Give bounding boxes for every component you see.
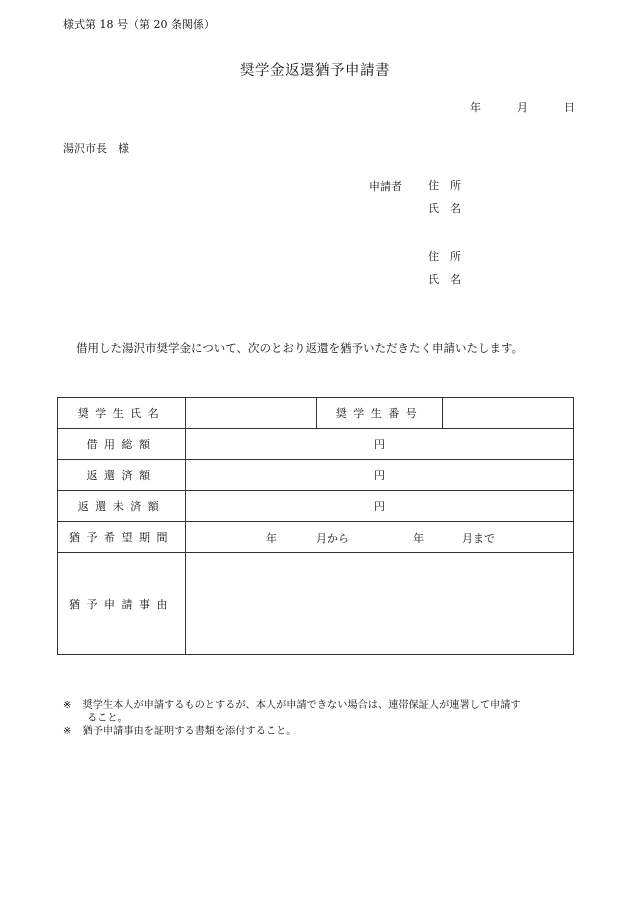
period-year-from: 年 [266, 532, 277, 545]
page-title: 奨学金返還猶予申請書 [240, 63, 390, 79]
period-month-to: 月まで [462, 532, 495, 545]
note-item [63, 699, 521, 712]
yen-unit: 円 [374, 500, 385, 513]
application-table [57, 397, 574, 655]
form-number: 様式第 18 号（第 20 条関係） [63, 18, 215, 31]
student-number-label: 奨学生番号 [335, 407, 424, 420]
loan-total-field[interactable] [186, 429, 574, 460]
deferral-period-label-cell [58, 522, 186, 553]
student-number-label-cell [317, 398, 443, 429]
note-mark: ※ [63, 726, 72, 737]
deferral-period-field[interactable] [186, 522, 574, 553]
table-row [58, 398, 574, 429]
applicant-party-2 [428, 245, 461, 291]
note-text: 奨学生本人が申請するものとするが、本人が申請できない場合は、連帯保証人が連署して申請す [82, 700, 521, 711]
date-line [470, 99, 575, 115]
table-row [58, 553, 574, 655]
name-label: 氏 名 [428, 273, 461, 286]
deferral-period-label: 猶予希望期間 [69, 531, 174, 544]
notes [63, 699, 521, 738]
note-text: 猶予申請事由を証明する書類を添付すること。 [82, 726, 297, 737]
date-month-label: 月 [517, 101, 528, 114]
student-number-field[interactable] [443, 398, 574, 429]
date-year-label: 年 [470, 101, 481, 114]
repaid-amount-label-cell [58, 460, 186, 491]
address-label: 住 所 [428, 250, 461, 263]
student-name-label: 奨学生氏名 [77, 407, 166, 420]
loan-total-label: 借用総額 [86, 438, 157, 451]
applicant-party-1 [428, 174, 461, 220]
request-statement: 借用した湯沢市奨学金について、次のとおり返還を猶予いただきたく申請いたします。 [76, 341, 524, 355]
student-name-field[interactable] [186, 398, 317, 429]
repaid-amount-field[interactable] [186, 460, 574, 491]
name-label: 氏 名 [428, 202, 461, 215]
note-mark: ※ [63, 700, 72, 711]
table-row [58, 460, 574, 491]
loan-total-label-cell [58, 429, 186, 460]
note-item [63, 725, 521, 738]
unpaid-amount-label: 返還未済額 [77, 500, 166, 513]
table-row [58, 491, 574, 522]
table-row [58, 522, 574, 553]
applicant-label: 申請者 [369, 180, 402, 193]
deferral-reason-field[interactable] [186, 553, 574, 655]
address-label: 住 所 [428, 179, 461, 192]
deferral-reason-label: 猶予申請事由 [69, 597, 174, 611]
yen-unit: 円 [374, 438, 385, 451]
table-row [58, 429, 574, 460]
yen-unit: 円 [374, 469, 385, 482]
date-day-label: 日 [564, 101, 575, 114]
student-name-label-cell [58, 398, 186, 429]
addressee: 湯沢市長 様 [63, 142, 129, 155]
period-year-to: 年 [413, 532, 424, 545]
period-month-from: 月から [316, 532, 349, 545]
deferral-reason-label-cell [58, 553, 186, 655]
unpaid-amount-field[interactable] [186, 491, 574, 522]
note-continuation: ること。 [87, 713, 128, 724]
repaid-amount-label: 返還済額 [86, 469, 157, 482]
unpaid-amount-label-cell [58, 491, 186, 522]
